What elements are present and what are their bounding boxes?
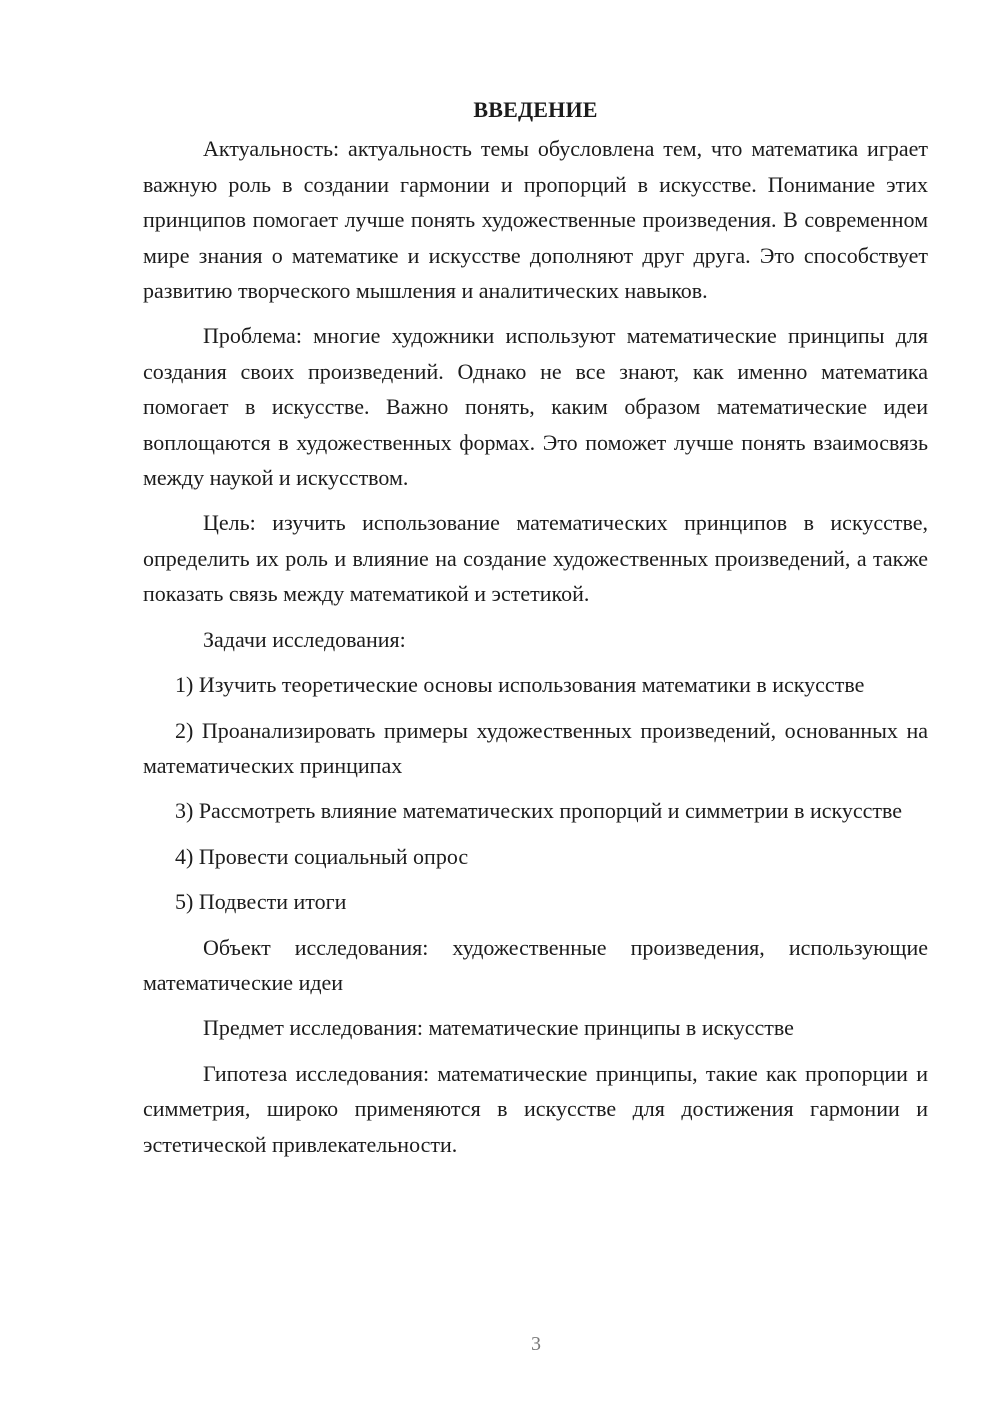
section-heading: ВВЕДЕНИЕ <box>473 97 598 122</box>
task-item-5: 5) Подвести итоги <box>175 889 347 915</box>
hypothesis-paragraph: Гипотеза исследования: математические принципы, такие как пропорции и симметрия, широко применяются в искусстве для достижения гармонии и эстетической привлекательности. <box>143 1060 928 1157</box>
task-item-2: 2) Проанализировать примеры художественных произведений, основанных на математических принципах <box>143 717 928 778</box>
task-item-4: 4) Провести социальный опрос <box>175 843 469 869</box>
object-paragraph: Объект исследования: художественные произведения, использующие математические идеи <box>143 934 928 995</box>
page-number: 3 <box>531 1333 541 1355</box>
tasks-label: Задачи исследования: <box>203 626 406 652</box>
document-page <box>143 92 928 1172</box>
task-item-1: 1) Изучить теоретические основы использования математики в искусстве <box>175 672 865 698</box>
task-item-3: 3) Рассмотреть влияние математических пропорций и симметрии в искусстве <box>175 798 903 824</box>
problem-paragraph: Проблема: многие художники используют математические принципы для создания своих произведений. Однако не все знают, как именно математика помогает в искусстве. Важно понять, каким образом математические идеи воплощаются в художественных формах. Это поможет лучше понять взаимосвязь между наукой и искусством. <box>143 323 928 491</box>
relevance-paragraph: Актуальность: актуальность темы обусловлена тем, что математика играет важную роль в создании гармонии и пропорций в искусстве. Понимание этих принципов помогает лучше понять художественные произведения. В современном мире знания о математике и искусстве дополняют друг друга. Это способствует развитию творческого мышления и аналитических навыков. <box>143 136 928 304</box>
goal-paragraph: Цель: изучить использование математических принципов в искусстве, определить их роль и влияние на создание художественных произведений, а также показать связь между математикой и эстетикой. <box>143 510 928 607</box>
subject-paragraph: Предмет исследования: математические принципы в искусстве <box>203 1015 794 1041</box>
